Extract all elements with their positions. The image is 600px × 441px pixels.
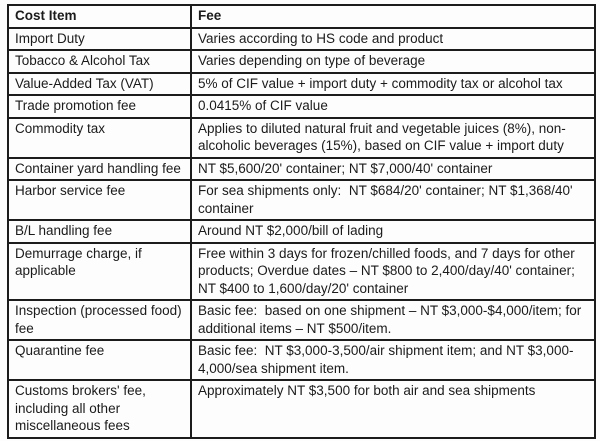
cost-item-cell: B/L handling fee — [8, 220, 191, 243]
cost-item-cell: Quarantine fee — [8, 340, 191, 380]
fee-cell: NT $5,600/20' container; NT $7,000/40' container — [191, 158, 595, 181]
cost-item-cell: Container yard handling fee — [8, 158, 191, 181]
cost-item-cell: Inspection (processed food) fee — [8, 300, 191, 340]
fee-cell: Basic fee: NT $3,000-3,500/air shipment item; and NT $3,000-4,000/sea shipment item. — [191, 340, 595, 380]
cost-item-cell: Commodity tax — [8, 118, 191, 158]
fee-cell: Basic fee: based on one shipment – NT $3,000-$4,000/item; for additional items – NT $500/item. — [191, 300, 595, 340]
fee-cell: Around NT $2,000/bill of lading — [191, 220, 595, 243]
fee-cell: For sea shipments only: NT $684/20' container; NT $1,368/40' container — [191, 180, 595, 220]
cost-item-cell: Demurrage charge, if applicable — [8, 243, 191, 301]
cost-item-header: Cost Item — [8, 5, 191, 28]
fee-header: Fee — [191, 5, 595, 28]
fee-table — [7, 4, 596, 439]
table-row — [8, 95, 595, 118]
table-row — [8, 50, 595, 73]
table-row — [8, 118, 595, 158]
cost-item-cell: Customs brokers' fee, including all other miscellaneous fees — [8, 380, 191, 438]
fee-cell: Applies to diluted natural fruit and vegetable juices (8%), non-alcoholic beverages (15%), based on CIF value + import duty — [191, 118, 595, 158]
table-row — [8, 340, 595, 380]
fee-cell: Approximately NT $3,500 for both air and sea shipments — [191, 380, 595, 438]
fee-cell: Free within 3 days for frozen/chilled foods, and 7 days for other products; Overdue dates – NT $800 to 2,400/day/40' container; NT $400 to 1,600/day/20' container — [191, 243, 595, 301]
fee-cell: Varies depending on type of beverage — [191, 50, 595, 73]
cost-item-cell: Import Duty — [8, 28, 191, 51]
fee-cell: 0.0415% of CIF value — [191, 95, 595, 118]
table-row — [8, 220, 595, 243]
table-row — [8, 73, 595, 96]
table-row — [8, 380, 595, 438]
table-row — [8, 158, 595, 181]
header-row — [8, 5, 595, 28]
cost-item-cell: Tobacco & Alcohol Tax — [8, 50, 191, 73]
table-row — [8, 243, 595, 301]
cost-item-cell: Trade promotion fee — [8, 95, 191, 118]
table-row — [8, 300, 595, 340]
table-row — [8, 28, 595, 51]
fee-cell: 5% of CIF value + import duty + commodity tax or alcohol tax — [191, 73, 595, 96]
cost-item-cell: Harbor service fee — [8, 180, 191, 220]
table-row — [8, 180, 595, 220]
cost-item-cell: Value-Added Tax (VAT) — [8, 73, 191, 96]
fee-cell: Varies according to HS code and product — [191, 28, 595, 51]
